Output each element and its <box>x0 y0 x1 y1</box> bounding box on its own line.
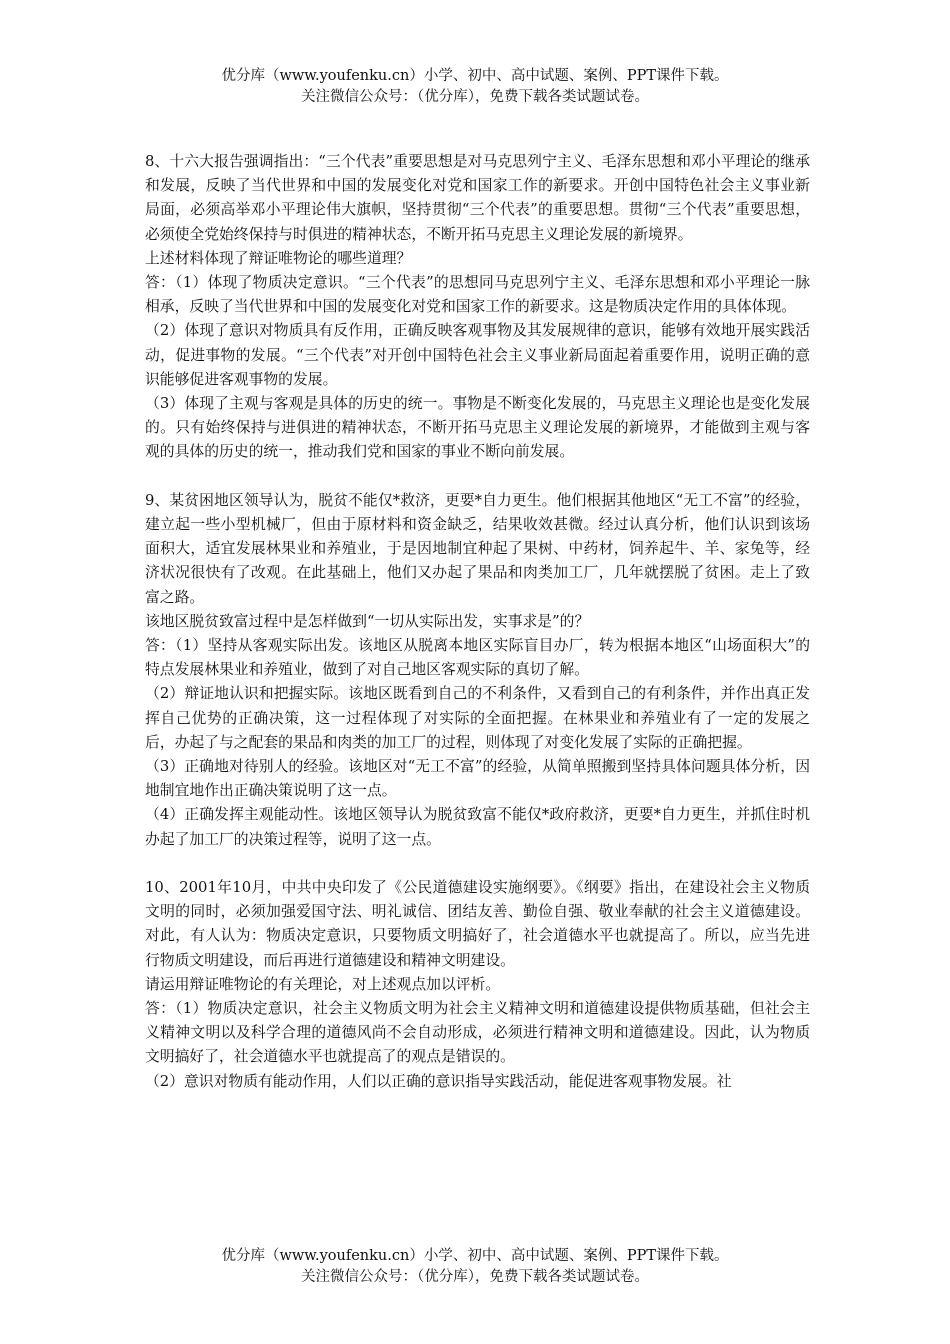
header-line-2: 关注微信公众号：（优分库），免费下载各类试题试卷。 <box>301 89 649 105</box>
question-10 <box>145 876 810 1094</box>
q8-material: 8、十六大报告强调指出：“三个代表”重要思想是对马克思列宁主义、毛泽东思想和邓小平理论的继承和发展，反映了当代世界和中国的发展变化对党和国家工作的新要求。开创中国特色社会主义事业新局面，必须高举邓小平理论伟大旗帜，坚持贯彻“三个代表”的重要思想。贯彻“三个代表”重要思想，必须使全党始终保持与时俱进的精神状态，不断开拓马克思主义理论发展的新境界。 <box>145 153 810 243</box>
q9-material: 9、某贫困地区领导认为，脱贫不能仅*救济，更要*自力更生。他们根据其他地区“无工不富”的经验，建立起一些小型机械厂，但由于原材料和资金缺乏，结果收效甚微。经过认真分析，他们认识到该场面积大，适宜发展林果业和养殖业，于是因地制宜种起了果树、中药材，饲养起牛、羊、家兔等，经济状况很快有了改观。在此基础上，他们又办起了果品和肉类加工厂，几年就摆脱了贫困。走上了致富之路。 <box>145 491 810 606</box>
q8-question: 上述材料体现了辩证唯物论的哪些道理？ <box>145 249 412 267</box>
q10-material: 10、2001年10月，中共中央印发了《公民道德建设实施纲要》。《纲要》指出，在建设社会主义物质文明的同时，必须加强爱国守法、明礼诚信、团结友善、勤俭自强、敬业奉献的社会主义道德建设。对此，有人认为：物质决定意识，只要物质文明搞好了，社会道德水平也就提高了。所以，应当先进行物质文明建设，而后再进行道德建设和精神文明建设。 <box>145 879 810 969</box>
question-8 <box>145 150 810 465</box>
q8-answer-2: （2）体现了意识对物质具有反作用，正确反映客观事物及其发展规律的意识，能够有效地开展实践活动，促进事物的发展。“三个代表”对开创中国特色社会主义事业新局面起着重要作用，说明正确的意识能够促进客观事物的发展。 <box>145 322 810 388</box>
page-header <box>0 66 950 108</box>
q8-answer-3: （3）体现了主观与客观是具体的历史的统一。事物是不断变化发展的，马克思主义理论也是变化发展的。只有始终保持与进俱进的精神状态，不断开拓马克思主义理论发展的新境界，才能做到主观与客观的具体的历史的统一，推动我们党和国家的事业不断向前发展。 <box>145 395 810 461</box>
q10-answer-1: 答：（1）物质决定意识，社会主义物质文明为社会主义精神文明和道德建设提供物质基础，但社会主义精神文明以及科学合理的道德风尚不会自动形成，必须进行精神文明和道德建设。因此，认为物质文明搞好了，社会道德水平也就提高了的观点是错误的。 <box>145 1000 810 1066</box>
document-body <box>145 150 810 1094</box>
q10-question: 请运用辩证唯物论的有关理论，对上述观点加以评析。 <box>145 975 501 993</box>
paragraph-gap <box>145 465 810 489</box>
paragraph-gap <box>145 852 810 876</box>
q9-question: 该地区脱贫致富过程中是怎样做到“一切从实际出发，实事求是”的？ <box>145 612 590 630</box>
footer-line-2: 关注微信公众号：（优分库），免费下载各类试题试卷。 <box>301 1269 649 1285</box>
q8-answer-1: 答：（1）体现了物质决定意识。“三个代表”的思想同马克思列宁主义、毛泽东思想和邓小平理论一脉相承，反映了当代世界和中国的发展变化对党和国家工作的新要求。这是物质决定作用的具体体现。 <box>145 274 810 316</box>
footer-line-1: 优分库（www.youfenku.cn）小学、初中、高中试题、案例、PPT课件下载。 <box>221 1248 729 1264</box>
q9-answer-1: 答：（1）坚持从客观实际出发。该地区从脱离本地区实际盲目办厂，转为根据本地区“山场面积大”的特点发展林果业和养殖业，做到了对自己地区客观实际的真切了解。 <box>145 637 810 679</box>
page-footer <box>0 1246 950 1288</box>
q10-answer-2: （2）意识对物质有能动作用，人们以正确的意识指导实践活动，能促进客观事物发展。社 <box>145 1072 732 1090</box>
q9-answer-4: （4）正确发挥主观能动性。该地区领导认为脱贫致富不能仅*政府救济，更要*自力更生，并抓住时机办起了加工厂的决策过程等，说明了这一点。 <box>145 806 810 848</box>
q9-answer-2: （2）辩证地认识和把握实际。该地区既看到自己的不利条件，又看到自己的有利条件，并作出真正发挥自己优势的正确决策，这一过程体现了对实际的全面把握。在林果业和养殖业有了一定的发展之后，办起了与之配套的果品和肉类的加工厂的过程，则体现了对变化发展了实际的正确把握。 <box>145 685 810 751</box>
q9-answer-3: （3）正确地对待别人的经验。该地区对“无工不富”的经验，从简单照搬到坚持具体问题具体分析，因地制宜地作出正确决策说明了这一点。 <box>145 758 810 800</box>
header-line-1: 优分库（www.youfenku.cn）小学、初中、高中试题、案例、PPT课件下载。 <box>221 68 729 84</box>
question-9 <box>145 489 810 852</box>
